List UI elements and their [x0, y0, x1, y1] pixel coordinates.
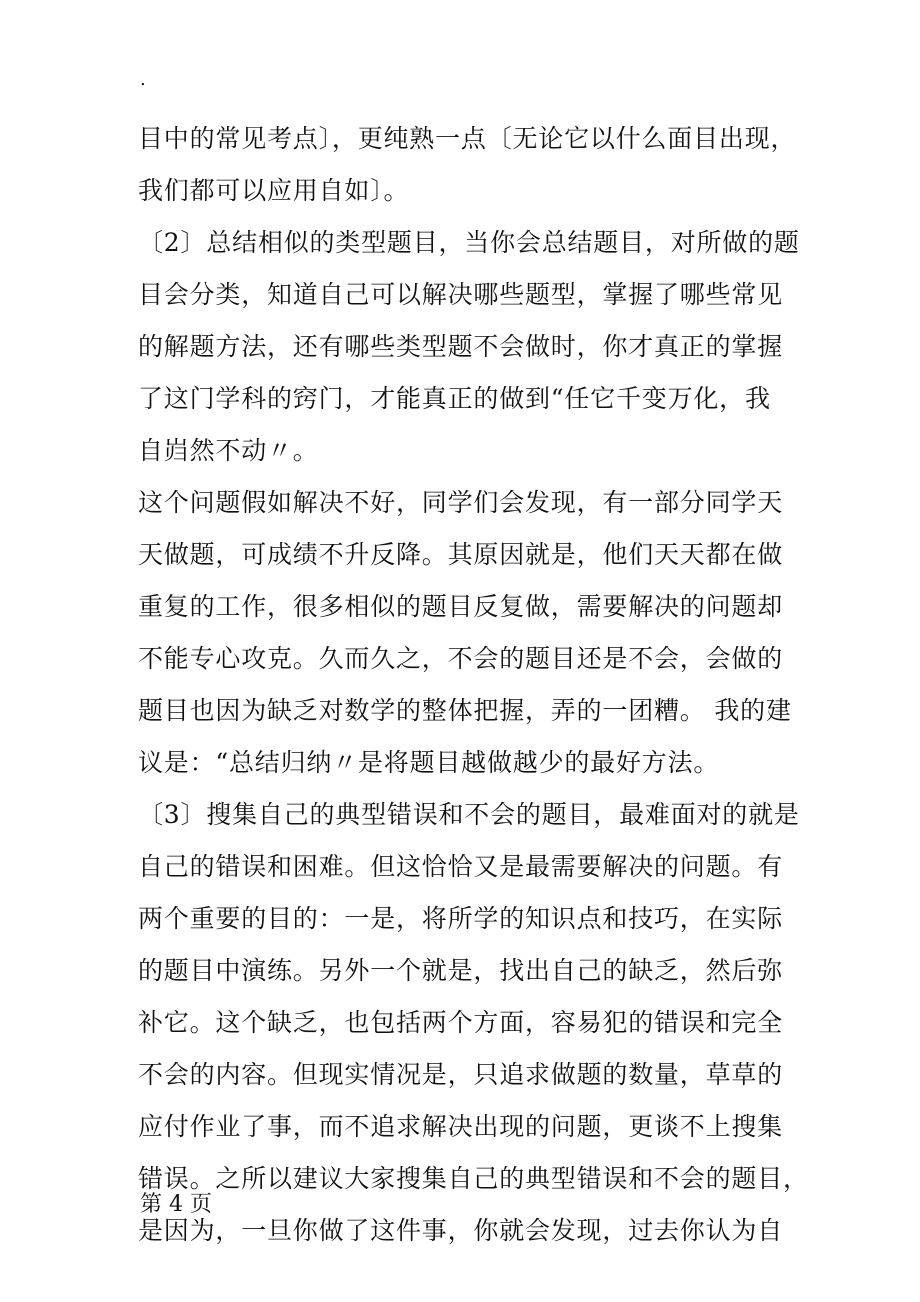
text-line: 的题目中演练。另外一个就是，找出自己的缺乏，然后弥	[138, 956, 784, 985]
text-line: 重复的工作，很多相似的题目反复做，需要解决的问题却	[138, 592, 784, 621]
text-line: 这个问题假如解决不好，同学们会发现，有一部分同学天	[138, 488, 784, 517]
text-line: 两个重要的目的：一是，将所学的知识点和技巧，在实际	[138, 904, 784, 933]
text-line: 不会的内容。但现实情况是，只追求做题的数量，草草的	[138, 1060, 784, 1089]
text-line: 题目也因为缺乏对数学的整体把握，弄的一团糟。 我的建	[138, 696, 792, 725]
text-line: 的解题方法，还有哪些类型题不会做时，你才真正的掌握	[138, 332, 784, 361]
text-line: 应付作业了事，而不追求解决出现的问题，更谈不上搜集	[138, 1112, 784, 1141]
text-line: 天做题，可成绩不升反降。其原因就是，他们天天都在做	[138, 540, 784, 569]
text-line: 我们都可以应用自如〕。	[138, 176, 410, 205]
text-line: 自岿然不动〃。	[138, 436, 319, 465]
text-line: 〔2〕总结相似的类型题目，当你会总结题目，对所做的题	[138, 228, 800, 257]
text-line: 目中的常见考点〕，更纯熟一点〔无论它以什么面目出现，	[138, 124, 797, 153]
page-number-footer: 第 4 页	[140, 1192, 212, 1217]
text-line: 目会分类，知道自己可以解决哪些题型，掌握了哪些常见	[138, 280, 784, 309]
text-line: 是因为，一旦你做了这件事，你就会发现，过去你认为自	[138, 1216, 784, 1245]
text-line: 议是：“总结归纳〃是将题目越做越少的最好方法。	[138, 748, 720, 777]
text-line: 补它。这个缺乏，也包括两个方面，容易犯的错误和完全	[138, 1008, 784, 1037]
text-line: 〔3〕搜集自己的典型错误和不会的题目，最难面对的就是	[138, 800, 800, 829]
header-mark: .	[140, 69, 146, 90]
text-line: 了这门学科的窍门，才能真正的做到“任它千变万化，我	[138, 384, 771, 413]
text-line: 自己的错误和困难。但这恰恰又是最需要解决的问题。有	[138, 852, 784, 881]
text-line: 错误。之所以建议大家搜集自己的典型错误和不会的题目，	[138, 1164, 809, 1193]
body-text	[138, 113, 809, 1257]
text-line: 不能专心攻克。久而久之，不会的题目还是不会，会做的	[138, 644, 784, 673]
